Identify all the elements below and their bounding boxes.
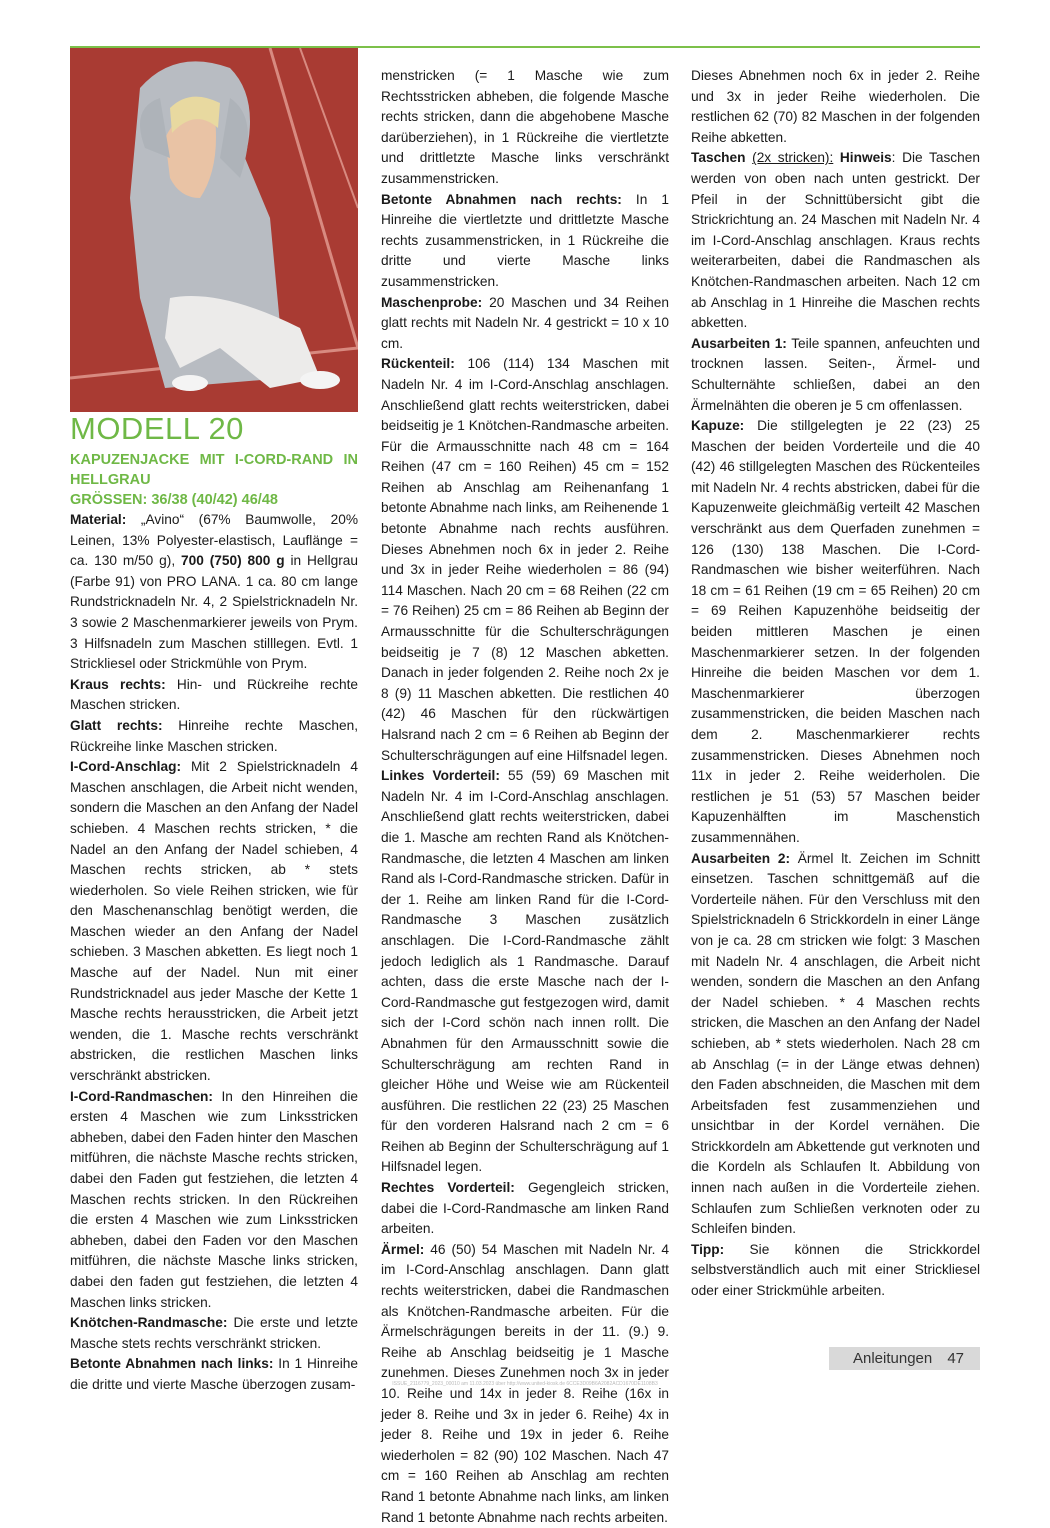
paragraph-icord-randmaschen: I-Cord-Randmaschen: In den Hinreihen die ersten 4 Maschen wie zum Linksstricken abheben, dabei den Faden hinter den Maschen mitführen, die nächste Masche rechts stricken, dabei den Faden gut festziehen, die letzten 4 Maschen rechts stricken. In den Rückreihen die ersten 4 Maschen wie zum Linksstricken abheben, dabei den Faden vor den Maschen mitführen, die nächste Masche links stricken, dabei den faden gut festziehen, die letzten 4 Maschen links stricken.	[70, 1088, 358, 1310]
imprint-line: ISSUE_2116779_2023_00010 am 11.03.2023 über http://www.united-kiosk.de 6CCE3D09B6A2082ACD1670DE1108B3	[392, 1381, 658, 1387]
page-footer-bar	[829, 1347, 980, 1370]
model-photo	[70, 48, 358, 412]
model-title: MODELL 20	[70, 411, 244, 446]
paragraph-abnahmen-links: Betonte Abnahmen nach links: In 1 Hinreihe die dritte und vierte Masche überzogen zusam-	[70, 1356, 358, 1392]
paragraph-continuation: menstricken (= 1 Masche wie zum Rechtsstricken abheben, die folgende Masche rechts stricken, dann die abgehobene Masche darüberziehen), in 1 Rückreihe die viertletzte und drittletzte Masche links verschränkt zusammenstricken.	[381, 68, 669, 186]
model-photo-illustration	[70, 48, 358, 412]
paragraph-kapuze: Kapuze: Die stillgelegten je 22 (23) 25 Maschen der beiden Vorderteile und die 40 (42) 46 stillgelegten Maschen des Rückenteiles mit Nadeln Nr. 4 rechts abstricken, dabei für die Kapuzenweite gleichmäßig verteilt 42 Maschen verschränkt aus dem Querfaden zunehmen = 126 (130) 138 Maschen. Die I-Cord-Randmaschen wie bisher weiterführen. Nach 18 cm = 61 Reihen (19 cm = 65 Reihen) 20 cm = 69 Reihen Kapuzenhöhe beidseitig der beiden mittleren Maschen je einen Maschenmarkierer setzen. In der folgenden Hinreihe die beiden Maschen vor dem 1. Maschenmarkierer überzogen zusammenstricken, die beiden Maschen nach dem 2. Maschenmarkierer rechts zusammenstricken. Dieses Abnehmen noch 11x in jeder 2. Reihe weiderholen. Die restlichen je 51 (53) 57 Maschen beider Kapuzenhälften im Maschenstich zusammennähen.	[691, 418, 980, 845]
column-1	[70, 412, 358, 1396]
paragraph-rueckenteil: Rückenteil: 106 (114) 134 Maschen mit Nadeln Nr. 4 im I-Cord-Anschlag anschlagen. Anschließend glatt rechts weiterstricken, dabei beidseitig je 1 Knötchen-Randmasche arbeiten. Für die Armausschnitte nach 48 cm = 164 Reihen (47 cm = 160 Reihen) 45 cm = 152 Reihen ab Anschlag am Reihenanfang 1 betonte Abnahme nach links, am Reihenende 1 betonte Abnahme nach rechts ausführen. Dieses Abnehmen noch 6x in jeder 2. Reihe und 3x in jeder Reihe wiederholen = 86 (94) 114 Maschen. Nach 20 cm = 68 Reihen (22 cm = 76 Reihen) 25 cm = 86 Reihen ab Beginn der Armausschnitte für die Schulterschrägungen beidseitig je 7 (8) 12 Maschen abketten. Danach in jeder folgenden 2. Reihe noch 2x je 8 (9) 11 Maschen abketten. Die restlichen 40 (42) 46 Maschen für den rückwärtigen Halsrand nach 2 cm = 6 Reihen ab Beginn der Schulterschrägungen auf eine Hilfsnadel legen.	[381, 356, 669, 763]
paragraph-material: Material: „Avino“ (67% Baumwolle, 20% Leinen, 13% Polyester-elastisch, Lauflänge = ca. 130 m/50 g), 700 (750) 800 g in Hellgrau (Farbe 91) von PRO LANA. 1 ca. 80 cm lange Rundstricknadeln Nr. 4, 2 Spielstricknadeln Nr. 3 sowie 2 Maschenmarkierer jeweils von Prym. 3 Hilfsnadeln zum Maschen stilllegen. Evtl. 1 Strickliesel oder Strickmühle von Prym.	[70, 512, 359, 672]
paragraph-aermel: Ärmel: 46 (50) 54 Maschen mit Nadeln Nr. 4 im I-Cord-Anschlag anschlagen. Dann glatt rechts weiterstricken, dabei die Randmaschen als Knötchen-Randmasche arbeiten. Für die Ärmelschrägungen bereits in der 11. (9.) 9. Reihe ab Anschlag beidseitig je 1 Masche zunehmen. Dieses Zunehmen noch 3x in jeder 10. Reihe und 14x in jeder 8. Reihe (16x in jeder 8. Reihe und 3x in jeder 6. Reihe) 4x in jeder 8. Reihe und 19x in jeder 6. Reihe wiederholen = 82 (90) 102 Maschen. Nach 47 cm = 160 Reihen ab Anschlag am rechten Rand 1 betonte Abnahme nach links, am linken Rand 1 betonte Abnahme nach rechts arbeiten.	[381, 1241, 669, 1525]
paragraph-kraus-rechts: Kraus rechts: Hin- und Rückreihe rechte Maschen stricken.	[70, 676, 358, 713]
paragraph-glatt-rechts: Glatt rechts: Hinreihe rechte Maschen, Rückreihe linke Maschen stricken.	[70, 717, 359, 754]
paragraph-maschenprobe: Maschenprobe: 20 Maschen und 34 Reihen glatt rechts mit Nadeln Nr. 4 gestrickt = 10 x 10 cm.	[381, 294, 669, 351]
paragraph-knoetchen-randmasche: Knötchen-Randmasche: Die erste und letzte Masche stets rechts verschränkt stricken.	[70, 1315, 358, 1351]
paragraph-icord-anschlag: I-Cord-Anschlag: Mit 2 Spielstricknadeln 4 Maschen anschlagen, die Arbeit nicht wenden, sondern die Maschen an den Anfang der Nadel schieben. 4 Maschen rechts stricken, * die Nadel an den Anfang der Nadel schieben, 4 Maschen rechts stricken, ab * stets wiederholen. So viele Reihen stricken, wie für den Maschenanschlag benötigt werden, die Maschen wieder an den Anfang der Nadel schieben. 3 Maschen abketten. Es liegt noch 1 Masche auf der Nadel. Nun mit einer Rundstricknadel aus jeder Masche der Kette 1 Masche rechts herausstricken, die Arbeit jetzt wenden, die 1. Masche rechts verschränkt abstricken, die restlichen Maschen links verschränkt abstricken.	[70, 759, 358, 1084]
paragraph-ausarbeiten-2: Ausarbeiten 2: Ärmel lt. Zeichen im Schnitt einsetzen. Taschen schnittgemäß auf die Vorderteile nähen. Für den Verschluss mit den Spielstricknadeln 6 Strickkordeln in einer Länge von je ca. 28 cm stricken wie folgt: 3 Maschen mit Nadeln Nr. 4 anschlagen, die Arbeit nicht wenden, sondern die Maschen an den Anfang der Nadel schieben. * 4 Maschen rechts stricken, die Maschen an den Anfang der Nadel schieben, ab * stets wiederholen. Nach 28 cm ab Anschlag (= in der Länge etwas dehnen) den Faden abschneiden, die Maschen mit dem Arbeitsfaden fest zusammenziehen und unsichtbar in der Kordel vernähen. Die Strickkordeln am Abkettende gut verknoten und die Kordeln als Schlaufen lt. Abbildung von innen nach außen in die Vorderteile ziehen. Schlaufen zum Schließen verknoten oder zu Schleifen binden.	[691, 850, 980, 1237]
model-subtitle: KAPUZENJACKE MIT I-CORD-RAND IN HELLGRAU	[70, 452, 358, 488]
page-number: 47	[947, 1350, 964, 1367]
paragraph-rechtes-vorderteil: Rechtes Vorderteil: Gegengleich stricken, dabei die I-Cord-Randmasche am linken Rand arbeiten.	[381, 1180, 669, 1237]
column-2	[381, 66, 669, 1528]
model-sizes: GRÖSSEN: 36/38 (40/42) 46/48	[70, 492, 278, 508]
paragraph-abnahmen-rechts: Betonte Abnahmen nach rechts: In 1 Hinreihe die viertletzte und drittletzte Masche rechts zusammenstricken, in 1 Rückreihe die dritte und vierte Masche links zusammenstricken.	[381, 191, 669, 289]
column-3	[691, 66, 980, 1302]
paragraph-continuation-2: Dieses Abnehmen noch 6x in jeder 2. Reihe und 3x in jeder Reihe wiederholen. Die restlichen 62 (70) 82 Maschen in der folgenden Reihe abketten.	[691, 68, 980, 145]
paragraph-taschen: Taschen (2x stricken): Hinweis: Die Taschen werden von oben nach unten gestrickt. Der Pfeil in der Schnittübersicht gibt die Strickrichtung an. 24 Maschen mit Nadeln Nr. 4 im I-Cord-Anschlag anschlagen. Kraus rechts weiterarbeiten, dabei die Randmaschen als Knötchen-Randmaschen arbeiten. Nach 12 cm ab Anschlag in 1 Hinreihe die Maschen rechts abketten.	[691, 150, 980, 331]
paragraph-tipp: Tipp: Sie können die Strickkordel selbstverständlich auch mit einer Strickliesel oder einer Strickmühle arbeiten.	[691, 1241, 980, 1299]
paragraph-ausarbeiten-1: Ausarbeiten 1: Teile spannen, anfeuchten und trocknen lassen. Seiten-, Ärmel- und Schulternähte schließen, dabei an den Ärmelnähten die oberen je 5 cm offenlassen.	[691, 335, 980, 413]
paragraph-linkes-vorderteil: Linkes Vorderteil: 55 (59) 69 Maschen mit Nadeln Nr. 4 im I-Cord-Anschlag anschlagen. Anschließend glatt rechts weiterstricken, dabei die 1. Masche am rechten Rand als Knötchen-Randmasche, die letzten 4 Maschen am linken Rand als I-Cord-Randmasche stricken. Dafür in der 1. Reihe am linken Rand für die I-Cord-Randmasche 3 Maschen zusätzlich anschlagen. Die I-Cord-Randmasche zählt jedoch lediglich als 1 Randmasche. Darauf achten, dass die erste Masche nach der I-Cord-Randmasche gut festgezogen wird, damit sich der I-Cord schön nach innen rollt. Die Abnahmen für den Armausschnitt sowie die Schulterschrägung am rechten Rand in gleicher Höhe und Weise wie am Rückenteil ausführen. Die restlichen 22 (23) 25 Maschen für den vorderen Halsrand nach 2 cm = 6 Reihen ab Beginn der Schulterschrägung auf 1 Hilfsnadel legen.	[381, 768, 669, 1175]
section-label: Anleitungen	[853, 1350, 933, 1367]
